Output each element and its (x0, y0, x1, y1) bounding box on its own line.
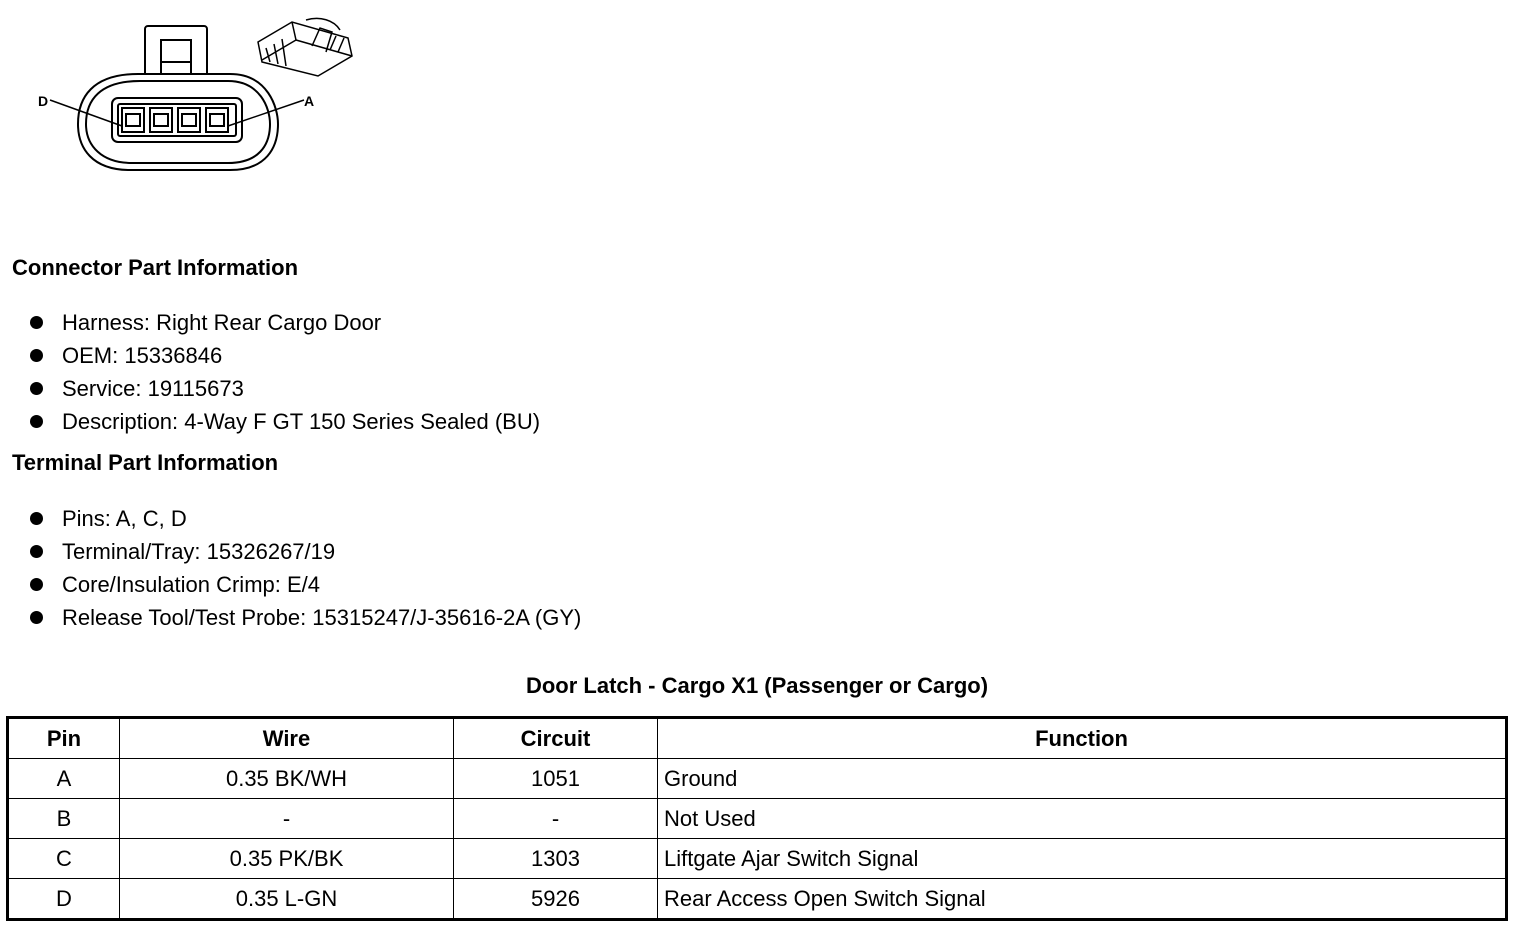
list-item (28, 405, 540, 438)
bullet-icon (30, 578, 43, 591)
table-row (8, 759, 1507, 799)
bullet-icon (30, 545, 43, 558)
bullet-icon (30, 382, 43, 395)
list-item-text: Terminal/Tray: 15326267/19 (62, 539, 336, 564)
cell-circuit: 1051 (454, 759, 658, 799)
cell-pin: C (8, 839, 120, 879)
list-item-text: Service: 19115673 (62, 376, 244, 401)
column-header-wire: Wire (120, 718, 454, 759)
list-item-text: Description: 4-Way F GT 150 Series Sealed (BU) (62, 409, 541, 434)
connector-part-information-heading: Connector Part Information (12, 255, 299, 280)
bullet-icon (30, 316, 43, 329)
bullet-icon (30, 512, 43, 525)
table-row (8, 839, 1507, 879)
column-header-function: Function (658, 718, 1507, 759)
pin-label-d: D (38, 93, 49, 109)
list-item-text: Core/Insulation Crimp: E/4 (62, 572, 320, 597)
column-header-circuit: Circuit (454, 718, 658, 759)
connector-info-list (28, 306, 540, 438)
bullet-icon (30, 415, 43, 428)
list-item (28, 502, 581, 535)
list-item-text: Release Tool/Test Probe: 15315247/J-35616-2A (GY) (62, 605, 582, 630)
cell-circuit: 1303 (454, 839, 658, 879)
list-item (28, 339, 540, 372)
cell-wire: 0.35 BK/WH (120, 759, 454, 799)
cell-function: Not Used (658, 799, 1507, 839)
terminal-info-list (28, 502, 581, 634)
list-item (28, 372, 540, 405)
cell-circuit: - (454, 799, 658, 839)
pinout-table-title: Door Latch - Cargo X1 (Passenger or Cargo) (525, 673, 989, 698)
cell-pin: A (8, 759, 120, 799)
column-header-pin: Pin (8, 718, 120, 759)
table-header-row (8, 718, 1507, 759)
terminal-part-information-heading: Terminal Part Information (12, 450, 279, 475)
table-row (8, 879, 1507, 920)
bullet-icon (30, 349, 43, 362)
cell-function: Liftgate Ajar Switch Signal (658, 839, 1507, 879)
list-item-text: OEM: 15336846 (62, 343, 223, 368)
bullet-icon (30, 611, 43, 624)
cell-function: Ground (658, 759, 1507, 799)
pin-label-a: A (304, 93, 315, 109)
list-item-text: Harness: Right Rear Cargo Door (62, 310, 382, 335)
cell-circuit: 5926 (454, 879, 658, 920)
pinout-table (6, 716, 1508, 921)
cell-wire: 0.35 PK/BK (120, 839, 454, 879)
cell-function: Rear Access Open Switch Signal (658, 879, 1507, 920)
list-item (28, 535, 581, 568)
list-item (28, 568, 581, 601)
table-row (8, 799, 1507, 839)
list-item-text: Pins: A, C, D (62, 506, 187, 531)
list-item (28, 601, 581, 634)
cell-pin: D (8, 879, 120, 920)
list-item (28, 306, 540, 339)
cell-wire: - (120, 799, 454, 839)
cell-wire: 0.35 L-GN (120, 879, 454, 920)
cell-pin: B (8, 799, 120, 839)
connector-diagram (30, 8, 370, 178)
